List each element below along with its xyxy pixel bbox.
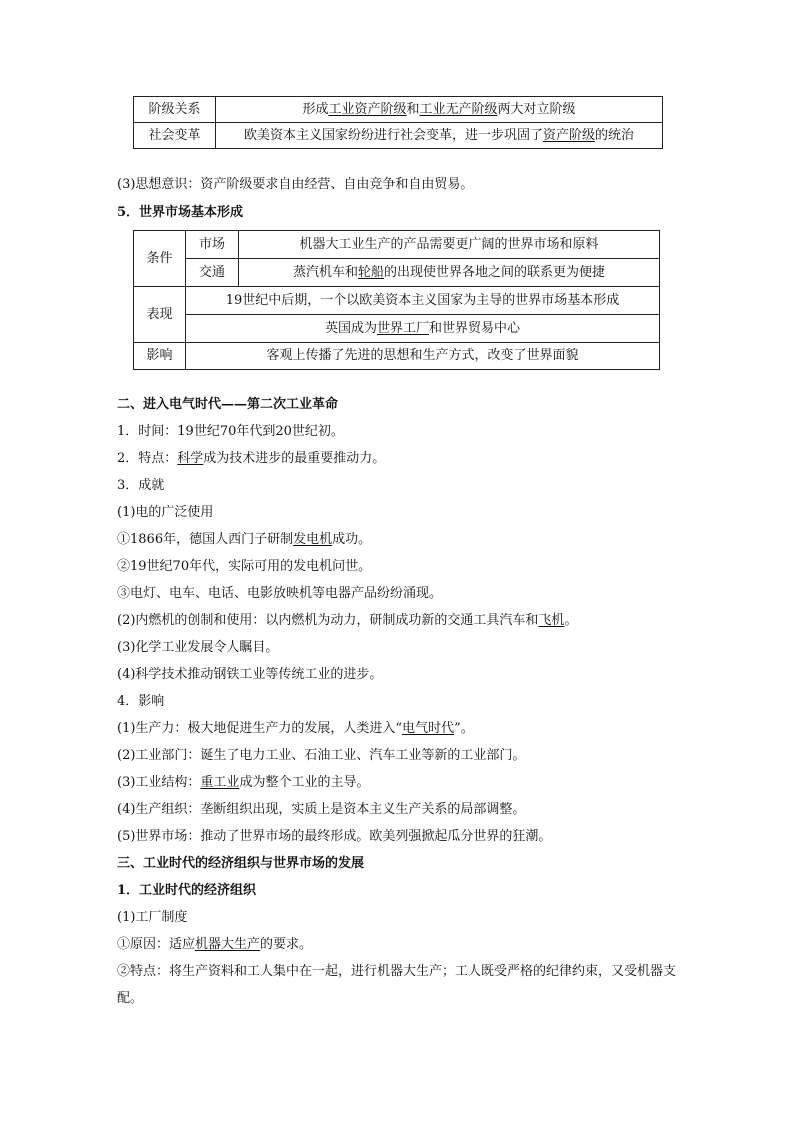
text-run: 。 <box>564 613 578 628</box>
text-run: 的出现使世界各地之间的联系更为便捷 <box>384 264 606 280</box>
underlined-term: 机器大生产 <box>195 937 261 952</box>
underlined-term: 科学 <box>177 451 204 466</box>
table-row <box>134 259 660 287</box>
underlined-term: 重工业 <box>200 775 240 790</box>
text-line <box>117 958 697 1012</box>
table-row <box>134 287 660 315</box>
text-run: (4)生产组织：垄断组织出现，实质上是资本主义生产关系的局部调整。 <box>117 802 526 817</box>
text-run: ”。 <box>454 721 474 736</box>
underlined-term: 轮船 <box>357 264 384 280</box>
underlined-term: 资产阶级 <box>542 127 595 143</box>
text-line <box>117 396 697 414</box>
text-line <box>117 450 697 468</box>
condition-label: 条件 <box>134 231 186 287</box>
row-label: 社会变革 <box>134 123 216 149</box>
text-line <box>117 693 697 711</box>
transport-label: 交通 <box>186 259 239 287</box>
text-line <box>117 558 697 576</box>
text-run: 2．特点： <box>117 451 178 466</box>
text-run: (1)工厂制度 <box>117 910 188 925</box>
text-line <box>117 720 697 738</box>
performance-text-1: 19世纪中后期，一个以欧美资本主义国家为主导的世界市场基本形成 <box>186 287 660 315</box>
table-row <box>134 123 663 149</box>
underlined-term: 工业无产阶级 <box>419 101 498 117</box>
text-run: 成功。 <box>332 532 372 547</box>
market-label: 市场 <box>186 231 239 259</box>
row-content <box>216 123 663 149</box>
text-line <box>117 477 697 495</box>
text-run: (5)世界市场：推动了世界市场的最终形成。欧美列强掀起瓜分世界的狂潮。 <box>117 829 552 844</box>
impact-text: 客观上传播了先进的思想和生产方式，改变了世界面貌 <box>186 343 660 370</box>
underlined-term: 电气时代 <box>402 721 455 736</box>
section-heading-world-market: 5．世界市场基本形成 <box>117 205 244 220</box>
text-line <box>117 882 697 900</box>
text-run: 英国成为 <box>324 320 377 336</box>
text-run: 欧美资本主义国家纷纷进行社会变革，进一步巩固了 <box>243 127 543 143</box>
text-run: ②19世纪70年代，实际可用的发电机问世。 <box>117 559 372 574</box>
text-line <box>117 423 697 441</box>
underlined-term: 工业资产阶级 <box>328 101 407 117</box>
text-run: 成为技术进步的最重要推动力。 <box>203 451 386 466</box>
text-line <box>117 504 697 522</box>
text-line <box>117 531 697 549</box>
text-run: 1．工业时代的经济组织 <box>117 883 257 898</box>
text-run: (3)化学工业发展令人瞩目。 <box>117 640 279 655</box>
text-run: ①1866年，德国人西门子研制 <box>117 532 294 547</box>
text-run: 二、进入电气时代——第二次工业革命 <box>117 397 339 412</box>
table-row <box>134 343 660 370</box>
text-run: (4)科学技术推动钢铁工业等传统工业的进步。 <box>117 667 383 682</box>
transport-text <box>239 259 660 287</box>
text-run: 蒸汽机车和 <box>292 264 358 280</box>
text-run: 和世界贸易中心 <box>429 320 521 336</box>
social-impact-table <box>133 96 663 149</box>
underlined-term: 世界工厂 <box>376 320 429 336</box>
text-run: 三、工业时代的经济组织与世界市场的发展 <box>117 856 365 871</box>
text-run: 形成 <box>302 101 329 117</box>
table-row <box>134 315 660 343</box>
text-run: ③电灯、电车、电话、电影放映机等电器产品纷纷涌现。 <box>117 586 443 601</box>
paragraph-thought: (3)思想意识：资产阶级要求自由经营、自由竞争和自由贸易。 <box>117 177 474 192</box>
text-line <box>117 612 697 630</box>
text-line <box>117 585 697 603</box>
underlined-term: 飞机 <box>538 613 565 628</box>
performance-text-2 <box>186 315 660 343</box>
underlined-term: 发电机 <box>293 532 333 547</box>
text-run: 两大对立阶级 <box>497 101 576 117</box>
text-run: 1．时间：19世纪70年代到20世纪初。 <box>117 424 344 439</box>
text-line <box>117 639 697 657</box>
text-line <box>117 774 697 792</box>
text-run: (1)电的广泛使用 <box>117 505 214 520</box>
text-run: ②特点：将生产资料和工人集中在一起，进行机器大生产；工人既受严格的纪律约束，又受机器支配。 <box>117 964 677 1006</box>
text-line <box>117 828 697 846</box>
text-run: ①原因：适应 <box>117 937 196 952</box>
text-run: 成为整个工业的主导。 <box>239 775 370 790</box>
text-run: 3．成就 <box>117 478 165 493</box>
text-run: 的要求。 <box>260 937 313 952</box>
text-run: (3)工业结构： <box>117 775 201 790</box>
text-run: 和 <box>406 101 420 117</box>
table-row <box>134 231 660 259</box>
table-row <box>134 97 663 123</box>
world-market-table <box>133 230 660 370</box>
row-label: 阶级关系 <box>134 97 216 123</box>
performance-label: 表现 <box>134 287 186 343</box>
text-line <box>117 909 697 927</box>
text-line <box>117 747 697 765</box>
market-text: 机器大工业生产的产品需要更广阔的世界市场和原料 <box>239 231 660 259</box>
text-run: 4．影响 <box>117 694 165 709</box>
text-run: (2)工业部门：诞生了电力工业、石油工业、汽车工业等新的工业部门。 <box>117 748 526 763</box>
impact-label: 影响 <box>134 343 186 370</box>
text-line <box>117 801 697 819</box>
text-run: (2)内燃机的创制和使用：以内燃机为动力，研制成功新的交通工具汽车和 <box>117 613 539 628</box>
text-line <box>117 855 697 873</box>
text-line <box>117 666 697 684</box>
text-run: 的统治 <box>595 127 635 143</box>
text-line <box>117 936 697 954</box>
row-content <box>216 97 663 123</box>
text-run: (1)生产力：极大地促进生产力的发展，人类进入“ <box>117 721 403 736</box>
